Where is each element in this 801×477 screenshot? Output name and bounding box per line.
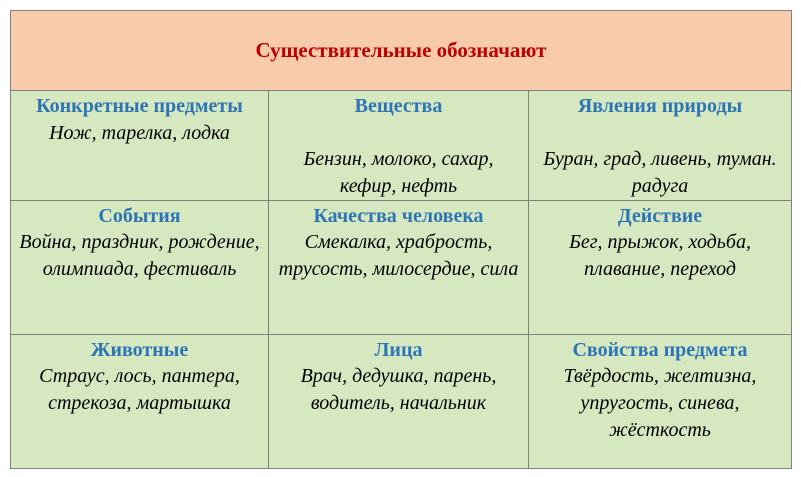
category-cell bbox=[529, 91, 792, 201]
category-examples: Нож, тарелка, лодка bbox=[49, 122, 230, 144]
category-title: Конкретные предметы bbox=[36, 95, 243, 117]
nouns-table bbox=[10, 10, 792, 469]
category-cell bbox=[11, 335, 269, 469]
category-cell bbox=[11, 91, 269, 201]
category-cell bbox=[269, 91, 529, 201]
category-title: События bbox=[98, 205, 181, 227]
table-row bbox=[11, 335, 792, 469]
category-title: Явления природы bbox=[577, 95, 743, 117]
category-examples: Бензин, молоко, сахар, кефир, нефть bbox=[303, 148, 494, 197]
category-examples: Смекалка, храбрость, трусость, милосердие, сила bbox=[278, 231, 519, 280]
category-cell bbox=[529, 335, 792, 469]
category-cell bbox=[269, 335, 529, 469]
category-cell bbox=[269, 201, 529, 335]
category-title: Вещества bbox=[354, 95, 443, 117]
category-title: Свойства предмета bbox=[572, 339, 748, 361]
category-title: Действие bbox=[617, 205, 703, 227]
category-title: Лица bbox=[374, 339, 423, 361]
table-title: Существительные обозначают bbox=[255, 38, 547, 62]
category-cell bbox=[529, 201, 792, 335]
category-examples: Врач, дедушка, парень, водитель, начальник bbox=[300, 365, 497, 414]
category-examples: Буран, град, ливень, туман. радуга bbox=[543, 148, 777, 197]
category-cell bbox=[11, 201, 269, 335]
category-examples: Страус, лось, пантера, стрекоза, мартышка bbox=[39, 365, 240, 414]
category-examples: Твёрдость, желтизна, упругость, синева, жёсткость bbox=[563, 365, 757, 441]
table-header bbox=[11, 11, 792, 91]
table-row bbox=[11, 91, 792, 201]
category-title: Животные bbox=[90, 339, 189, 361]
category-title: Качества человека bbox=[313, 205, 484, 227]
category-examples: Бег, прыжок, ходьба, плавание, переход bbox=[569, 231, 751, 280]
category-examples: Война, праздник, рождение, олимпиада, фестиваль bbox=[19, 231, 260, 280]
table-row bbox=[11, 201, 792, 335]
